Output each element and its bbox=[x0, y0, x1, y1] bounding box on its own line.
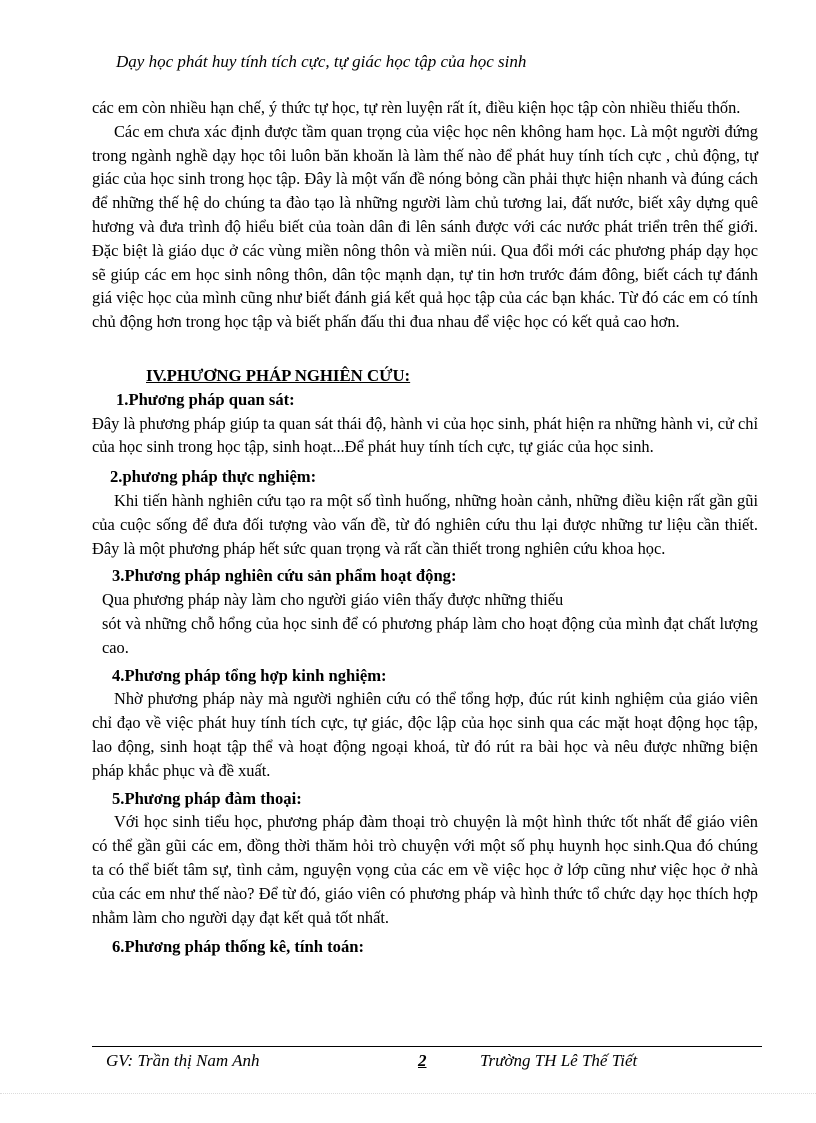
motivation-paragraph: Các em chưa xác định được tầm quan trọng của việc học nên không ham học. Là một người đứng trong ngành nghề dạy học tôi luôn băn khoăn là làm thế nào để phát huy tính tích cực , chủ động, tự giác của học sinh trong học tập. Đây là một vấn đề nóng bỏng cần phải thực hiện nhanh và đúng cách để những thế hệ do chúng ta đào tạo là những người làm chủ tương lai, đất nước, biết xây dựng quê hương và đưa trình độ hiểu biết của toàn dân đi lên sánh được với các nước phát triển trên thế giới. Đặc biệt là giáo dục ở các vùng miền nông thôn và miền núi. Qua đổi mới các phương pháp dạy học sẽ giúp các em học sinh nông thôn, dân tộc mạnh dạn, tự tin hơn trước đám đông, biết cách tự đánh giá việc học của mình cũng như biết đánh giá kết quả học tập của các bạn khác. Từ đó các em có tính chủ động hơn trong học tập và biết phấn đấu thi đua nhau để việc học có kết quả cao hơn. bbox=[92, 121, 758, 332]
method-5-text: Với học sinh tiểu học, phương pháp đàm thoại trò chuyện là một hình thức tốt nhất để giáo viên có thể gần gũi các em, đồng thời thăm hỏi trò chuyện với một số phụ huynh học sinh.Qua đó chúng ta có thể biết tâm sự, tình cảm, nguyện vọng của các em về việc học ở lớp cũng như việc học ở nhà của các em như thế nào? Để từ đó, giáo viên có phương pháp và hình thức tổ chức dạy học thích hợp nhằm làm cho người dạy đạt kết quả tốt nhất. bbox=[92, 812, 758, 927]
page-content bbox=[92, 96, 758, 959]
section-heading: IV.PHƯƠNG PHÁP NGHIÊN CỨU: bbox=[146, 365, 411, 385]
footer-teacher: GV: Trần thị Nam Anh bbox=[106, 1051, 260, 1070]
method-1-heading: 1.Phương pháp quan sát: bbox=[116, 389, 295, 409]
page-number: 2 bbox=[418, 1051, 427, 1070]
method-2-heading: 2.phương pháp thực nghiệm: bbox=[110, 467, 317, 487]
method-3-heading: 3.Phương pháp nghiên cứu sản phẩm hoạt động: bbox=[112, 566, 457, 586]
intro-paragraph: các em còn nhiều hạn chế, ý thức tự học, tự rèn luyện rất ít, điều kiện học tập còn nhiều thiếu thốn. bbox=[92, 98, 741, 117]
method-6-heading: 6.Phương pháp thống kê, tính toán: bbox=[112, 937, 364, 957]
page-edge-divider bbox=[0, 1093, 816, 1094]
method-5-heading: 5.Phương pháp đàm thoại: bbox=[112, 788, 302, 808]
method-4-text: Nhờ phương pháp này mà người nghiên cứu có thể tổng hợp, đúc rút kinh nghiệm của giáo viên chỉ đạo về việc phát huy tính tích cực, tự giác, độc lập của học sinh qua các mặt hoạt động học tập, lao động, sinh hoạt tập thể và hoạt động ngoại khoá, từ đó rút ra bài học và nêu được những biện pháp khắc phục và đề xuất. bbox=[92, 689, 758, 780]
running-header: Dạy học phát huy tính tích cực, tự giác học tập của học sinh bbox=[116, 52, 527, 71]
method-3-text: sót và những chỗ hổng của học sinh để có phương pháp làm cho hoạt động của mình đạt chất lượng cao. bbox=[102, 613, 758, 657]
footer-school: Trường TH Lê Thế Tiết bbox=[480, 1051, 638, 1070]
method-3-first-line: Qua phương pháp này làm cho người giáo viên thấy được những thiếu bbox=[102, 590, 564, 610]
method-4-heading: 4.Phương pháp tổng hợp kinh nghiệm: bbox=[112, 665, 387, 685]
method-1-text: Đây là phương pháp giúp ta quan sát thái độ, hành vi của học sinh, phát hiện ra những hành vi, cử chỉ của học sinh trong học tập, sinh hoạt...Để phát huy tính tích cực, tự giác của học sinh. bbox=[92, 413, 758, 457]
footer-divider bbox=[92, 1046, 762, 1047]
method-2-text: Khi tiến hành nghiên cứu tạo ra một số tình huống, những hoàn cảnh, những điều kiện rất gần gũi của cuộc sống để đưa đối tượng vào vấn đề, từ đó nghiên cứu thu lại được những tư liệu cần thiết. Đây là một phương pháp hết sức quan trọng và rất cần thiết trong nghiên cứu khoa học. bbox=[92, 490, 758, 558]
